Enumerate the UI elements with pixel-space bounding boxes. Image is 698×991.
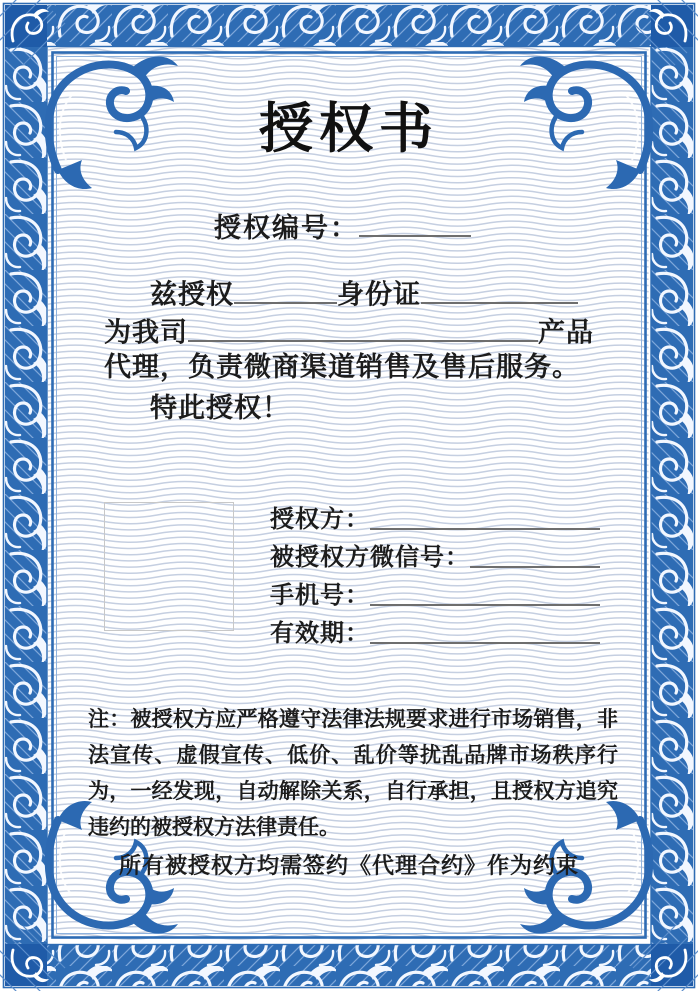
field-validity-label: 有效期： xyxy=(270,621,370,647)
field-phone-blank-line xyxy=(370,604,600,606)
company-prefix-text: 为我司 xyxy=(104,317,188,348)
id-card-blank-line xyxy=(421,274,578,304)
body-line-company xyxy=(104,312,594,350)
field-authorizer-blank-line xyxy=(370,528,600,530)
field-phone xyxy=(270,575,600,613)
authorization-number-blank-line xyxy=(359,207,471,237)
signature-fields xyxy=(270,499,600,651)
field-wechat-label: 被授权方微信号： xyxy=(270,545,470,571)
field-wechat-blank-line xyxy=(470,566,600,568)
field-wechat xyxy=(270,537,600,575)
authorize-prefix-text: 兹授权 xyxy=(150,279,234,310)
authorized-name-blank-line xyxy=(234,274,337,304)
product-suffix-text: 产品 xyxy=(538,317,594,348)
field-authorizer xyxy=(270,499,600,537)
id-card-label-text: 身份证 xyxy=(337,279,421,310)
field-phone-label: 手机号： xyxy=(270,583,370,609)
footer-contract-line: 所有被授权方均需签约《代理合约》作为约束 xyxy=(118,853,579,878)
body-line-hereby: 特此授权！ xyxy=(150,393,290,423)
authorization-number-line xyxy=(214,206,471,245)
product-blank-line xyxy=(188,312,538,342)
body-line-authorize xyxy=(150,274,578,312)
field-authorizer-label: 授权方： xyxy=(270,507,370,533)
body-line-agent: 代理，负责微商渠道销售及售后服务。 xyxy=(104,352,580,382)
stamp-placeholder-box xyxy=(104,502,234,631)
field-validity-blank-line xyxy=(370,642,600,644)
authorization-number-label: 授权编号： xyxy=(214,213,359,243)
certificate-title: 授权书 xyxy=(259,99,439,159)
field-validity xyxy=(270,613,600,651)
legal-note: 注：被授权方应严格遵守法律法规要求进行市场销售，非法宣传、虚假宣传、低价、乱价等扰乱品牌市场秩序行为，一经发现，自动解除关系，自行承担，且授权方追究违约的被授权方法律责任。 xyxy=(88,707,618,839)
